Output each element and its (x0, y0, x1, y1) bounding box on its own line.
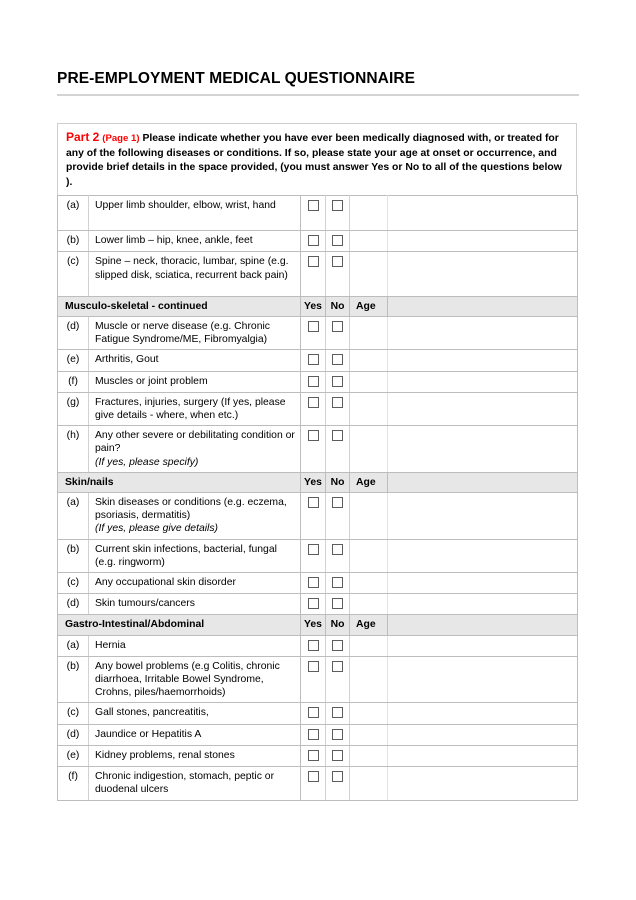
checkbox-cell-no[interactable] (326, 724, 350, 745)
checkbox-yes-icon[interactable] (308, 397, 319, 408)
details-input-cell[interactable] (388, 350, 578, 371)
checkbox-yes-icon[interactable] (308, 750, 319, 761)
question-text (89, 635, 301, 656)
checkbox-no-icon[interactable] (332, 376, 343, 387)
question-letter: (e) (58, 745, 89, 766)
question-text (89, 231, 301, 252)
age-input-cell[interactable] (350, 426, 388, 473)
checkbox-no-icon[interactable] (332, 598, 343, 609)
checkbox-cell-no[interactable] (326, 350, 350, 371)
checkbox-cell-yes[interactable] (301, 656, 326, 703)
question-letter: (f) (58, 767, 89, 800)
checkbox-cell-yes[interactable] (301, 724, 326, 745)
checkbox-no-icon[interactable] (332, 544, 343, 555)
details-input-cell[interactable] (388, 656, 578, 703)
question-label: Any other severe or debilitating condition or pain? (95, 430, 295, 455)
checkbox-yes-icon[interactable] (308, 430, 319, 441)
age-input-cell[interactable] (350, 493, 388, 540)
checkbox-cell-yes[interactable] (301, 231, 326, 252)
checkbox-cell-yes[interactable] (301, 767, 326, 800)
checkbox-cell-yes[interactable] (301, 252, 326, 296)
question-letter: (d) (58, 594, 89, 615)
details-input-cell[interactable] (388, 252, 578, 296)
question-letter: (b) (58, 656, 89, 703)
question-text (89, 539, 301, 572)
checkbox-yes-icon[interactable] (308, 256, 319, 267)
question-row (58, 350, 578, 371)
checkbox-cell-no[interactable] (326, 426, 350, 473)
column-header-age: Age (350, 472, 388, 492)
question-letter: (c) (58, 573, 89, 594)
question-letter: (a) (58, 493, 89, 540)
details-input-cell[interactable] (388, 724, 578, 745)
question-row (58, 317, 578, 350)
checkbox-no-icon[interactable] (332, 397, 343, 408)
age-input-cell[interactable] (350, 252, 388, 296)
checkbox-yes-icon[interactable] (308, 640, 319, 651)
column-header-age: Age (350, 615, 388, 635)
question-text (89, 656, 301, 703)
question-note: (If yes, please give details) (95, 523, 219, 535)
checkbox-yes-icon[interactable] (308, 729, 319, 740)
title-divider (57, 94, 579, 96)
question-text (89, 703, 301, 724)
question-label: Lower limb – hip, knee, ankle, feet (95, 235, 253, 247)
question-text (89, 392, 301, 425)
checkbox-no-icon[interactable] (332, 577, 343, 588)
age-input-cell[interactable] (350, 317, 388, 350)
question-row (58, 635, 578, 656)
document-header (57, 70, 579, 96)
question-label: Skin tumours/cancers (95, 598, 195, 610)
details-input-cell[interactable] (388, 703, 578, 724)
column-header-no: No (326, 615, 350, 635)
page-label: (Page 1) (102, 133, 140, 144)
checkbox-cell-no[interactable] (326, 767, 350, 800)
question-letter: (c) (58, 252, 89, 296)
question-row (58, 493, 578, 540)
question-letter: (e) (58, 350, 89, 371)
details-input-cell[interactable] (388, 767, 578, 800)
question-letter: (a) (58, 196, 89, 231)
age-input-cell[interactable] (350, 703, 388, 724)
age-input-cell[interactable] (350, 656, 388, 703)
age-input-cell[interactable] (350, 745, 388, 766)
age-input-cell[interactable] (350, 231, 388, 252)
age-input-cell[interactable] (350, 767, 388, 800)
question-label: Arthritis, Gout (95, 354, 159, 366)
section-header-row (58, 615, 578, 635)
checkbox-cell-no[interactable] (326, 656, 350, 703)
question-label: Spine – neck, thoracic, lumbar, spine (e.g. slipped disk, sciatica, recurrent back pain) (95, 256, 289, 281)
checkbox-cell-no[interactable] (326, 371, 350, 392)
checkbox-no-icon[interactable] (332, 430, 343, 441)
checkbox-yes-icon[interactable] (308, 321, 319, 332)
question-label: Skin diseases or conditions (e.g. eczema, psoriasis, dermatitis) (95, 497, 287, 522)
checkbox-yes-icon[interactable] (308, 771, 319, 782)
checkbox-yes-icon[interactable] (308, 235, 319, 246)
checkbox-no-icon[interactable] (332, 235, 343, 246)
checkbox-yes-icon[interactable] (308, 497, 319, 508)
question-label: Muscle or nerve disease (e.g. Chronic Fatigue Syndrome/ME, Fibromyalgia) (95, 321, 270, 346)
checkbox-yes-icon[interactable] (308, 354, 319, 365)
checkbox-cell-no[interactable] (326, 231, 350, 252)
instructions-text: Please indicate whether you have ever been medically diagnosed with, or treated for any of the following diseases or conditions. If so, please state your age at onset or occurrence, and provide brief details in the space provided, (you must answer Yes or No to all of the questions below ). (66, 133, 562, 188)
checkbox-cell-no[interactable] (326, 594, 350, 615)
question-text (89, 317, 301, 350)
instructions-panel (57, 123, 577, 195)
column-header-details (388, 472, 578, 492)
checkbox-no-icon[interactable] (332, 750, 343, 761)
page-title: PRE-EMPLOYMENT MEDICAL QUESTIONNAIRE (57, 70, 416, 87)
checkbox-cell-yes[interactable] (301, 573, 326, 594)
checkbox-cell-yes[interactable] (301, 426, 326, 473)
checkbox-cell-no[interactable] (326, 573, 350, 594)
question-letter: (a) (58, 635, 89, 656)
checkbox-no-icon[interactable] (332, 497, 343, 508)
checkbox-no-icon[interactable] (332, 661, 343, 672)
question-letter: (b) (58, 231, 89, 252)
age-input-cell[interactable] (350, 539, 388, 572)
question-letter: (f) (58, 371, 89, 392)
checkbox-cell-no[interactable] (326, 493, 350, 540)
question-label: Chronic indigestion, stomach, peptic or duodenal ulcers (95, 771, 275, 796)
section-title: Musculo-skeletal - continued (58, 296, 301, 316)
checkbox-no-icon[interactable] (332, 200, 343, 211)
age-input-cell[interactable] (350, 724, 388, 745)
section-title: Gastro-Intestinal/Abdominal (58, 615, 301, 635)
checkbox-no-icon[interactable] (332, 321, 343, 332)
question-text (89, 745, 301, 766)
question-label: Hernia (95, 639, 126, 651)
age-input-cell[interactable] (350, 371, 388, 392)
section-header-row (58, 296, 578, 316)
checkbox-yes-icon[interactable] (308, 544, 319, 555)
checkbox-cell-yes[interactable] (301, 539, 326, 572)
checkbox-no-icon[interactable] (332, 729, 343, 740)
checkbox-cell-no[interactable] (326, 317, 350, 350)
question-letter: (d) (58, 317, 89, 350)
checkbox-yes-icon[interactable] (308, 376, 319, 387)
question-label: Upper limb shoulder, elbow, wrist, hand (95, 200, 276, 211)
details-input-cell[interactable] (388, 231, 578, 252)
checkbox-cell-no[interactable] (326, 539, 350, 572)
details-input-cell[interactable] (388, 539, 578, 572)
checkbox-cell-yes[interactable] (301, 392, 326, 425)
question-label: Muscles or joint problem (95, 375, 208, 387)
question-letter: (h) (58, 426, 89, 473)
question-row (58, 392, 578, 425)
question-letter: (g) (58, 392, 89, 425)
details-input-cell[interactable] (388, 371, 578, 392)
checkbox-cell-no[interactable] (326, 703, 350, 724)
column-header-yes: Yes (301, 615, 326, 635)
question-row (58, 724, 578, 745)
question-letter: (b) (58, 539, 89, 572)
question-label: Fractures, injuries, surgery (If yes, please give details - where, when etc.) (95, 396, 286, 422)
question-text (89, 252, 301, 296)
checkbox-cell-no[interactable] (326, 745, 350, 766)
age-input-cell[interactable] (350, 392, 388, 425)
question-label: Jaundice or Hepatitis A (95, 728, 202, 740)
column-header-details (388, 296, 578, 316)
question-text (89, 196, 301, 231)
checkbox-no-icon[interactable] (332, 256, 343, 267)
checkbox-yes-icon[interactable] (308, 661, 319, 672)
question-text (89, 573, 301, 594)
question-row (58, 767, 578, 800)
details-input-cell[interactable] (388, 493, 578, 540)
checkbox-cell-no[interactable] (326, 252, 350, 296)
question-row (58, 594, 578, 615)
question-text (89, 426, 301, 473)
question-row (58, 745, 578, 766)
part-label: Part 2 (66, 130, 100, 144)
checkbox-yes-icon[interactable] (308, 707, 319, 718)
column-header-yes: Yes (301, 296, 326, 316)
question-text (89, 371, 301, 392)
checkbox-yes-icon[interactable] (308, 577, 319, 588)
checkbox-cell-yes[interactable] (301, 350, 326, 371)
checkbox-cell-yes[interactable] (301, 317, 326, 350)
age-input-cell[interactable] (350, 196, 388, 231)
checkbox-cell-yes[interactable] (301, 703, 326, 724)
checkbox-no-icon[interactable] (332, 771, 343, 782)
section-title: Skin/nails (58, 472, 301, 492)
details-input-cell[interactable] (388, 635, 578, 656)
checkbox-cell-yes[interactable] (301, 745, 326, 766)
question-row (58, 231, 578, 252)
question-label: Any occupational skin disorder (95, 577, 236, 589)
details-input-cell[interactable] (388, 317, 578, 350)
question-label: Kidney problems, renal stones (95, 749, 235, 761)
question-note: (If yes, please specify) (95, 456, 199, 468)
checkbox-cell-no[interactable] (326, 196, 350, 231)
age-input-cell[interactable] (350, 594, 388, 615)
question-row (58, 539, 578, 572)
checkbox-no-icon[interactable] (332, 354, 343, 365)
question-row (58, 656, 578, 703)
question-letter: (c) (58, 703, 89, 724)
checkbox-cell-yes[interactable] (301, 635, 326, 656)
question-label: Current skin infections, bacterial, fungal (e.g. ringworm) (95, 543, 277, 568)
column-header-no: No (326, 472, 350, 492)
column-header-age: Age (350, 296, 388, 316)
checkbox-cell-yes[interactable] (301, 196, 326, 231)
details-input-cell[interactable] (388, 573, 578, 594)
question-label: Any bowel problems (e.g Colitis, chronic diarrhoea, Irritable Bowel Syndrome, Crohns, piles/haemorrhoids) (95, 660, 280, 699)
details-input-cell[interactable] (388, 745, 578, 766)
details-input-cell[interactable] (388, 392, 578, 425)
question-text (89, 724, 301, 745)
question-text (89, 767, 301, 800)
column-header-details (388, 615, 578, 635)
checkbox-cell-yes[interactable] (301, 371, 326, 392)
checkbox-yes-icon[interactable] (308, 200, 319, 211)
age-input-cell[interactable] (350, 573, 388, 594)
checkbox-no-icon[interactable] (332, 707, 343, 718)
checkbox-cell-no[interactable] (326, 635, 350, 656)
question-row (58, 196, 578, 231)
question-text (89, 594, 301, 615)
age-input-cell[interactable] (350, 635, 388, 656)
checkbox-cell-yes[interactable] (301, 594, 326, 615)
details-input-cell[interactable] (388, 426, 578, 473)
column-header-yes: Yes (301, 472, 326, 492)
details-input-cell[interactable] (388, 196, 578, 231)
age-input-cell[interactable] (350, 350, 388, 371)
question-row (58, 703, 578, 724)
question-row (58, 426, 578, 473)
question-text (89, 350, 301, 371)
details-input-cell[interactable] (388, 594, 578, 615)
checkbox-no-icon[interactable] (332, 640, 343, 651)
question-letter: (d) (58, 724, 89, 745)
checkbox-cell-no[interactable] (326, 392, 350, 425)
column-header-no: No (326, 296, 350, 316)
question-text (89, 493, 301, 540)
section-header-row (58, 472, 578, 492)
question-row (58, 371, 578, 392)
question-row (58, 252, 578, 296)
question-row (58, 573, 578, 594)
checkbox-cell-yes[interactable] (301, 493, 326, 540)
question-label: Gall stones, pancreatitis, (95, 707, 209, 719)
questionnaire-table (57, 195, 578, 801)
checkbox-yes-icon[interactable] (308, 598, 319, 609)
